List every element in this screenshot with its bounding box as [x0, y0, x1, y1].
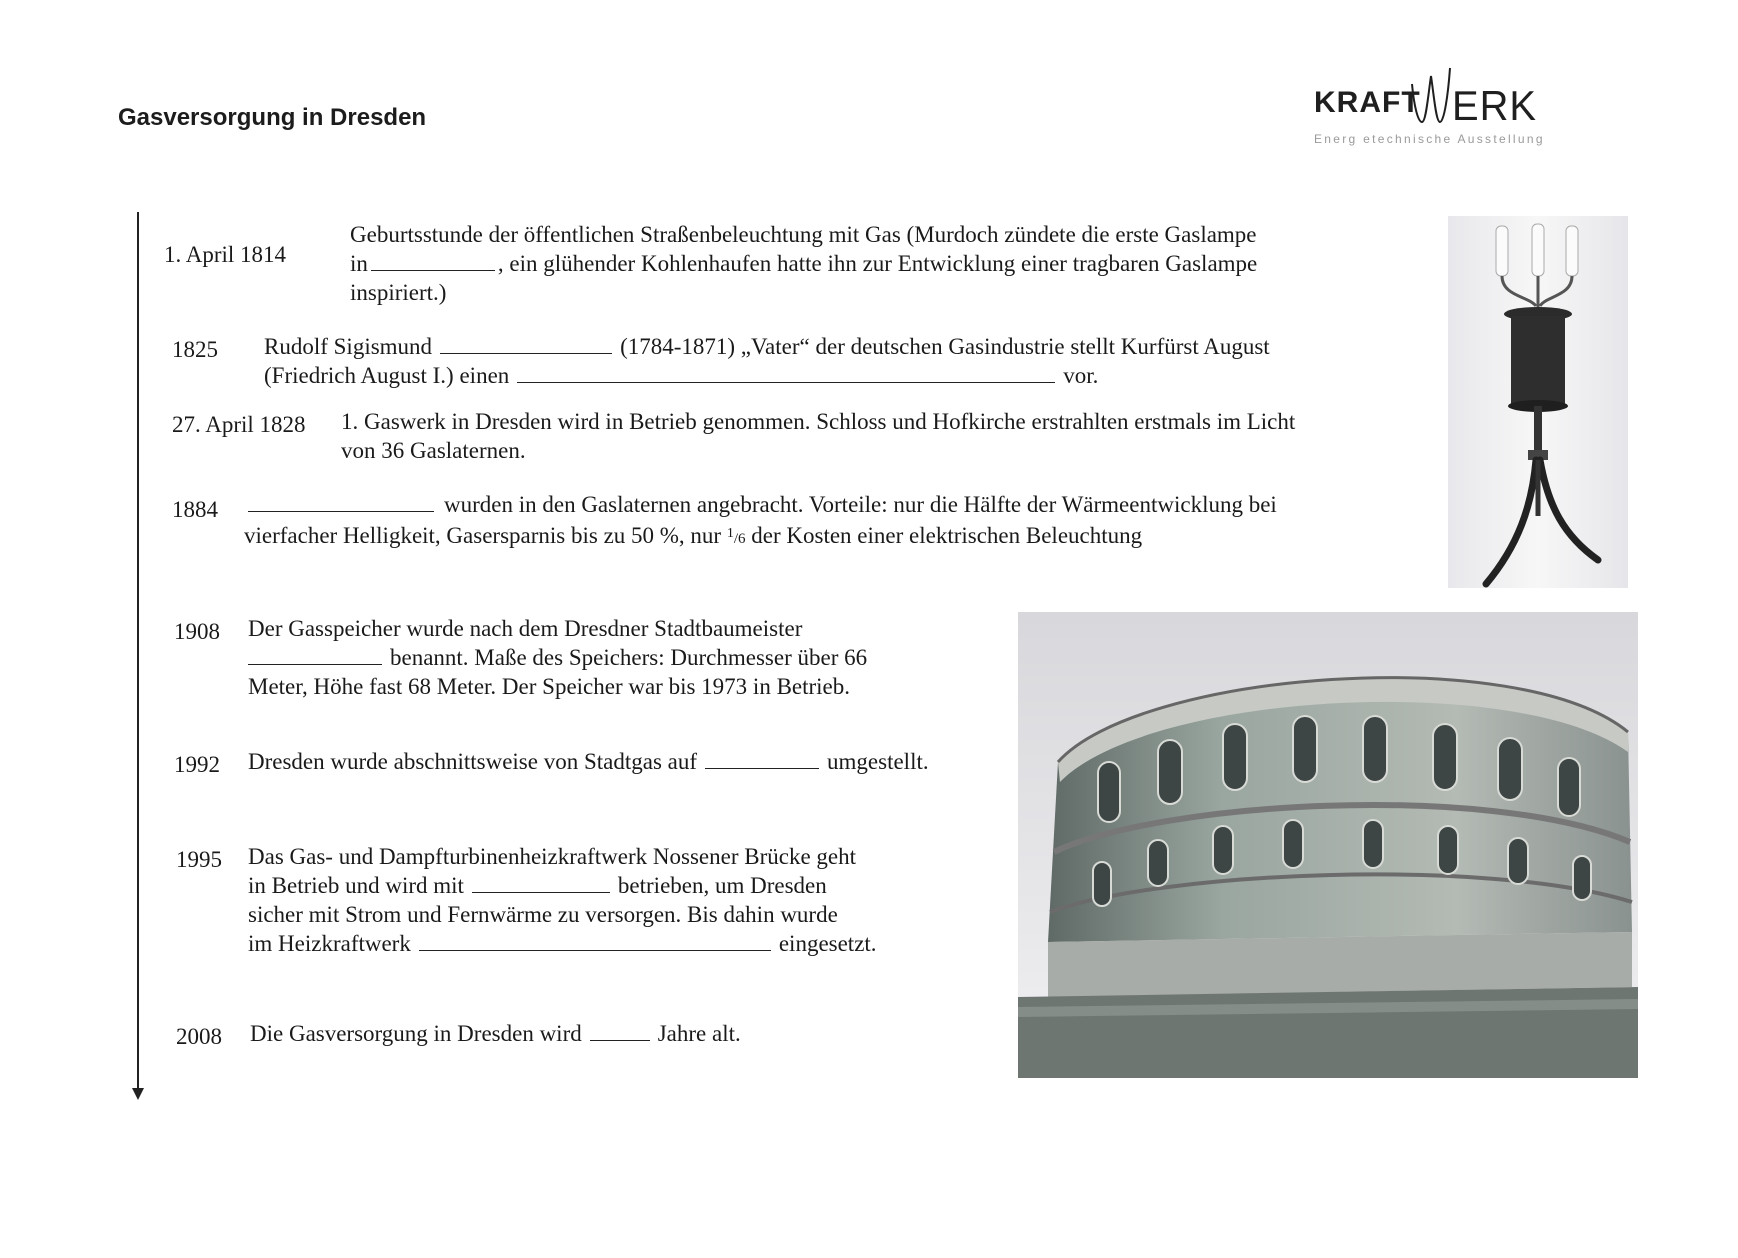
- entry-date: 1825: [172, 337, 218, 362]
- entry-text: [244, 490, 1384, 554]
- fill-in-blank[interactable]: [517, 364, 1055, 383]
- logo-subtitle: Energ etechnische Ausstellung: [1314, 132, 1545, 146]
- logo-kraft-text: KRAFT: [1314, 86, 1421, 119]
- entry-line: vierfacher Helligkeit, Gasersparnis bis zu 50 %, nur $^1$/6 der Kosten einer elektrischen Beleuchtung: [244, 523, 1143, 548]
- fill-in-blank[interactable]: [419, 932, 771, 951]
- entry-line: Dresden wurde abschnittsweise von Stadtgas auf umgestellt.: [248, 749, 929, 774]
- entry-text: [350, 220, 1370, 307]
- entry-line: in , ein glühender Kohlenhaufen hatte ihn zur Entwicklung einer tragbaren Gaslampe: [350, 251, 1258, 276]
- entry-line: in Betrieb und wird mit betrieben, um Dresden: [248, 873, 827, 898]
- fill-in-blank[interactable]: [590, 1022, 650, 1041]
- fill-in-blank[interactable]: [371, 252, 495, 271]
- entry-line: Meter, Höhe fast 68 Meter. Der Speicher war bis 1973 in Betrieb.: [248, 674, 851, 699]
- entry-line: wurden in den Gaslaternen angebracht. Vorteile: nur die Hälfte der Wärmeentwicklung bei: [244, 490, 1384, 519]
- entry-line: im Heizkraftwerk eingesetzt.: [248, 931, 877, 956]
- entry-line: Die Gasversorgung in Dresden wird Jahre alt.: [250, 1021, 741, 1046]
- gas-lamp-photo: [1448, 216, 1628, 588]
- logo-erk-text: ERK: [1452, 82, 1537, 129]
- entry-date: 1908: [174, 619, 220, 644]
- entry-text: [248, 842, 968, 958]
- entry-line: (Friedrich August I.) einen vor.: [264, 363, 1099, 388]
- timeline-arrow-down-icon: [132, 1088, 144, 1100]
- entry-line: Der Gasspeicher wurde nach dem Dresdner Stadtbaumeister: [248, 616, 803, 641]
- gasometer-photo: [1018, 612, 1638, 1078]
- entry-text: [248, 747, 1008, 776]
- fill-in-blank[interactable]: [248, 646, 382, 665]
- entry-line: Das Gas- und Dampfturbinenheizkraftwerk Nossener Brücke geht: [248, 844, 857, 869]
- fill-in-blank[interactable]: [705, 750, 819, 769]
- entry-date: 2008: [176, 1024, 222, 1049]
- fill-in-blank[interactable]: [472, 874, 610, 893]
- entry-line: sicher mit Strom und Fernwärme zu versorgen. Bis dahin wurde: [248, 902, 838, 927]
- entry-date: 1. April 1814: [164, 242, 287, 267]
- entry-date: 1995: [176, 847, 222, 872]
- entry-line: benannt. Maße des Speichers: Durchmesser über 66: [248, 643, 968, 672]
- kraftwerk-logo: [1310, 62, 1560, 154]
- entry-line: Rudolf Sigismund (1784-1871) „Vater“ der deutschen Gasindustrie stellt Kurfürst August: [264, 334, 1270, 359]
- entry-text: [264, 332, 1384, 390]
- entry-text: [341, 407, 1421, 465]
- logo-wave-w-icon: [1410, 66, 1452, 128]
- entry-line: Geburtsstunde der öffentlichen Straßenbeleuchtung mit Gas (Murdoch zündete die erste Gaslampe: [350, 222, 1257, 247]
- entry-date: 1992: [174, 752, 220, 777]
- entry-line: von 36 Gaslaternen.: [341, 438, 526, 463]
- timeline-axis: [137, 212, 139, 1092]
- entry-line: inspiriert.): [350, 280, 447, 305]
- fill-in-blank[interactable]: [248, 493, 434, 512]
- entry-line: 1. Gaswerk in Dresden wird in Betrieb genommen. Schloss und Hofkirche erstrahlten erstmals im Licht: [341, 409, 1296, 434]
- fraction-one-sixth: $^1$/6: [726, 526, 746, 547]
- page-title: Gasversorgung in Dresden: [118, 104, 427, 131]
- entry-text: [250, 1019, 950, 1048]
- entry-text: [248, 614, 968, 701]
- entry-date: 27. April 1828: [172, 412, 306, 437]
- fill-in-blank[interactable]: [440, 335, 612, 354]
- entry-date: 1884: [172, 497, 218, 522]
